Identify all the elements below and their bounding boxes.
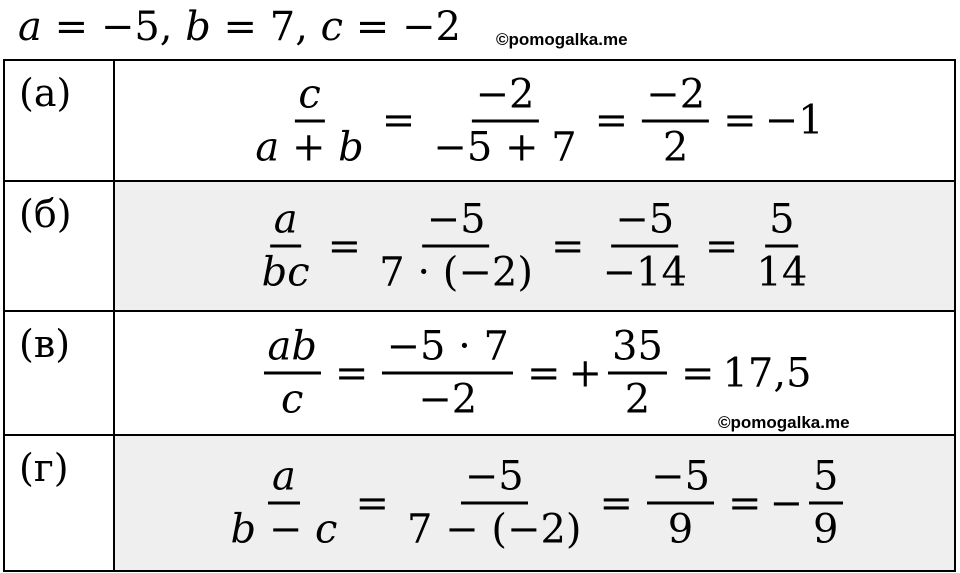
denominator: a + b — [255, 124, 364, 170]
fraction — [809, 452, 842, 555]
equals-sign: = — [223, 4, 258, 50]
denominator: 9 — [813, 506, 839, 553]
equals-sign: = — [54, 4, 89, 50]
row-label: (г) — [4, 435, 114, 571]
equals-sign: = — [728, 480, 762, 526]
denominator: bc — [261, 249, 310, 296]
numerator: −5 — [423, 195, 490, 248]
row-label: (а) — [4, 60, 114, 181]
numerator: −5 — [647, 452, 714, 505]
equals-sign: = — [527, 350, 561, 396]
fraction — [642, 69, 709, 172]
a-value: −5, — [100, 4, 173, 50]
minus-sign: − — [769, 480, 804, 526]
equation — [252, 195, 818, 298]
fraction — [263, 322, 320, 425]
fraction — [258, 195, 314, 298]
fraction — [429, 69, 580, 172]
denominator: −2 — [418, 376, 478, 423]
numerator: ab — [263, 322, 320, 375]
denominator: −14 — [602, 249, 687, 296]
fraction — [752, 195, 811, 298]
var-a: a — [18, 4, 42, 50]
numerator: 35 — [608, 322, 667, 375]
var-c: c — [320, 4, 344, 50]
numerator: a — [268, 452, 300, 505]
fraction — [608, 322, 667, 425]
equation — [245, 69, 823, 172]
equation — [257, 322, 811, 425]
table-row — [4, 60, 955, 181]
equals-sign: = — [381, 97, 416, 144]
given-values — [18, 2, 461, 52]
equals-sign: = — [723, 97, 757, 144]
b-value: 7, — [269, 4, 308, 50]
table-row — [4, 435, 955, 571]
watermark: ©pomogalka.me — [718, 413, 850, 432]
equation — [220, 452, 848, 555]
row-label: (в) — [4, 311, 114, 435]
equals-sign: = — [355, 480, 389, 526]
equals-sign: = — [704, 223, 739, 269]
denominator: 2 — [624, 376, 651, 423]
fraction — [226, 452, 341, 555]
denominator: 2 — [662, 124, 689, 170]
denominator: 9 — [667, 506, 694, 553]
fraction — [647, 452, 714, 555]
expression-cell — [114, 181, 955, 311]
denominator: −5 + 7 — [433, 124, 577, 170]
fraction — [251, 69, 367, 172]
row-label: (б) — [4, 181, 114, 311]
numerator: −2 — [642, 69, 709, 122]
equals-sign: = — [327, 223, 362, 269]
c-value: −2 — [402, 4, 461, 50]
expression-cell — [114, 435, 955, 571]
numerator: −5 — [611, 195, 678, 248]
plus-sign: + — [568, 350, 603, 396]
equals-sign: = — [599, 480, 634, 526]
var-b: b — [185, 4, 211, 50]
denominator: b − c — [230, 506, 338, 553]
watermark: ©pomogalka.me — [496, 30, 628, 49]
numerator: 5 — [809, 452, 842, 505]
expression-cell — [114, 60, 955, 181]
numerator: a — [270, 195, 302, 248]
equals-sign: = — [550, 223, 585, 269]
equals-sign: = — [334, 350, 369, 396]
denominator: 7 · (−2) — [379, 249, 533, 296]
equals-sign: = — [680, 350, 715, 396]
fraction — [375, 195, 537, 298]
numerator: 5 — [765, 195, 798, 248]
numerator: −5 — [461, 452, 528, 505]
fraction — [382, 322, 513, 425]
denominator: c — [280, 376, 304, 423]
numerator: −5 · 7 — [382, 322, 513, 375]
fraction — [598, 195, 690, 298]
numerator: c — [294, 69, 324, 122]
table-row — [4, 181, 955, 311]
equals-sign: = — [355, 4, 390, 50]
fraction — [403, 452, 586, 555]
denominator: 14 — [756, 249, 808, 296]
equals-sign: = — [594, 97, 629, 144]
denominator: 7 − (−2) — [406, 506, 582, 553]
solutions-table — [3, 59, 956, 572]
result: 17,5 — [722, 350, 812, 396]
result: −1 — [764, 97, 824, 144]
numerator: −2 — [471, 69, 538, 122]
